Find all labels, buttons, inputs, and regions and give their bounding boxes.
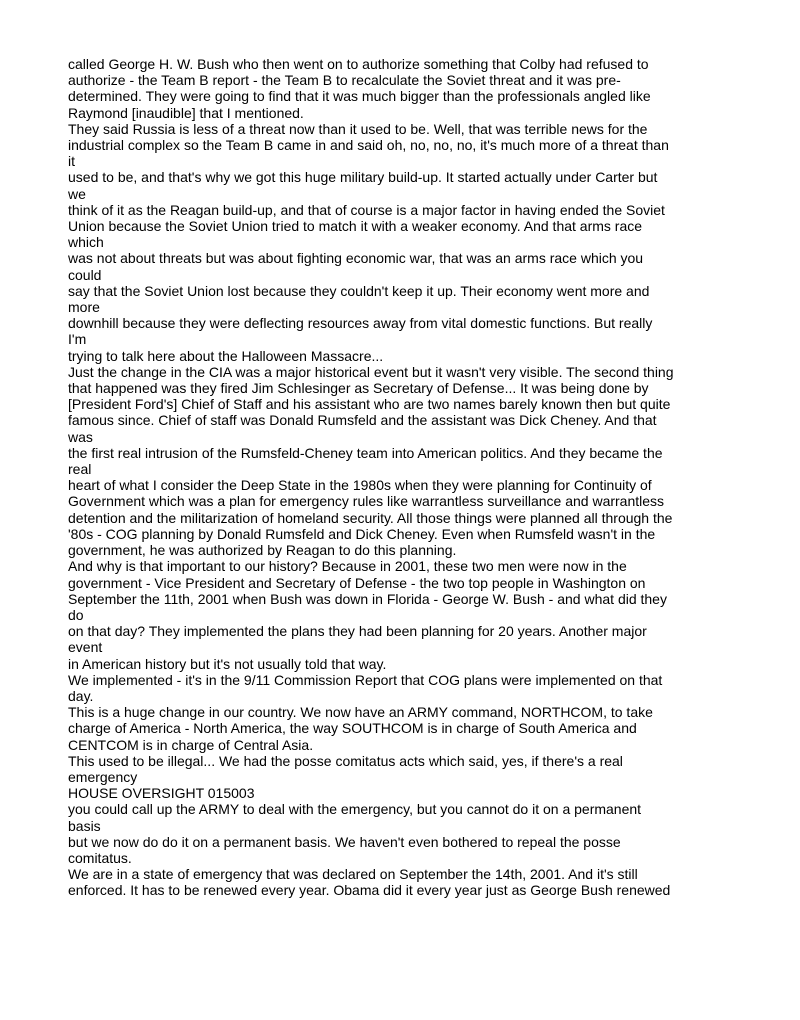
text-line: used to be, and that's why we got this huge military build-up. It started actually under Carter but (68, 169, 658, 186)
text-line: we (68, 185, 86, 202)
text-line: you could call up the ARMY to deal with the emergency, but you cannot do it on a permanent (68, 801, 642, 818)
text-line: famous since. Chief of staff was Donald Rumsfeld and the assistant was Dick Cheney. And that (68, 412, 657, 429)
text-line: September the 11th, 2001 when Bush was down in Florida - George W. Bush - and what did they (68, 590, 667, 607)
text-line: real (68, 461, 92, 478)
text-line: And why is that important to our history? Because in 2001, these two men were now in the (68, 558, 627, 575)
text-line: government, he was authorized by Reagan to do this planning. (68, 542, 457, 559)
page-stamp: HOUSE OVERSIGHT 015003 (68, 785, 255, 802)
text-line: say that the Soviet Union lost because they couldn't keep it up. Their economy went more and (68, 282, 650, 299)
text-line: called George H. W. Bush who then went on to authorize something that Colby had refused to (68, 56, 649, 72)
text-line: do (68, 606, 84, 623)
document-body (68, 56, 738, 899)
text-line: in American history but it's not usually told that way. (68, 655, 387, 672)
text-line: We implemented - it's in the 9/11 Commission Report that COG plans were implemented on that (68, 671, 663, 688)
text-line: This used to be illegal... We had the posse comitatus acts which said, yes, if there's a real (68, 752, 623, 769)
text-line: basis (68, 817, 101, 834)
text-line: Just the change in the CIA was a major historical event but it wasn't very visible. The second thing (68, 363, 674, 380)
text-line: [President Ford's] Chief of Staff and his assistant who are two names barely known then but quite (68, 396, 671, 413)
text-line: Government which was a plan for emergency rules like warrantless surveillance and warrantless (68, 493, 665, 510)
text-line: more (68, 299, 100, 316)
text-line: authorize - the Team B report - the Team B to recalculate the Soviet threat and it was pre- (68, 72, 621, 89)
text-line: CENTCOM is in charge of Central Asia. (68, 736, 314, 753)
text-line: heart of what I consider the Deep State in the 1980s when they were planning for Continuity of (68, 477, 652, 494)
text-line: but we now do do it on a permanent basis. We haven't even bothered to repeal the posse (68, 833, 621, 850)
text-line: industrial complex so the Team B came in and said oh, no, no, no, it's much more of a threat than (68, 137, 669, 154)
text-line: enforced. It has to be renewed every year. Obama did it every year just as George Bush renewed (68, 882, 671, 899)
text-line: downhill because they were deflecting resources away from vital domestic functions. But really (68, 315, 653, 332)
text-line: could (68, 266, 102, 283)
text-line: determined. They were going to find that it was much bigger than the professionals angled like (68, 88, 651, 105)
text-line: charge of America - North America, the way SOUTHCOM is in charge of South America and (68, 720, 637, 737)
text-line: This is a huge change in our country. We now have an ARMY command, NORTHCOM, to take (68, 704, 653, 721)
text-line: on that day? They implemented the plans they had been planning for 20 years. Another major (68, 623, 647, 640)
text-line: the first real intrusion of the Rumsfeld-Cheney team into American politics. And they became the (68, 444, 663, 461)
text-line: that happened was they fired Jim Schlesinger as Secretary of Defense... It was being done by (68, 380, 649, 397)
text-line: event (68, 639, 103, 656)
text-line: comitatus. (68, 849, 132, 866)
text-line: think of it as the Reagan build-up, and that of course is a major factor in having ended the Soviet (68, 201, 665, 218)
text-line: They said Russia is less of a threat now than it used to be. Well, that was terrible news for the (68, 120, 648, 137)
text-line: government - Vice President and Secretary of Defense - the two top people in Washington on (68, 574, 646, 591)
text-line: I'm (68, 331, 87, 348)
text-line: which (68, 234, 104, 251)
text-line: was (68, 428, 93, 445)
text-line: was not about threats but was about fighting economic war, that was an arms race which you (68, 250, 644, 267)
text-line: trying to talk here about the Halloween Massacre... (68, 347, 384, 364)
text-line: detention and the militarization of homeland security. All those things were planned all through the (68, 509, 673, 526)
text-line: Raymond [inaudible] that I mentioned. (68, 104, 304, 121)
text-line: emergency (68, 768, 138, 785)
text-line: We are in a state of emergency that was declared on September the 14th, 2001. And it's still (68, 866, 638, 883)
text-line: it (68, 153, 75, 170)
text-line: day. (68, 687, 94, 704)
text-line: Union because the Soviet Union tried to match it with a weaker economy. And that arms race (68, 218, 643, 235)
text-line: '80s - COG planning by Donald Rumsfeld and Dick Cheney. Even when Rumsfeld wasn't in the (68, 525, 656, 542)
